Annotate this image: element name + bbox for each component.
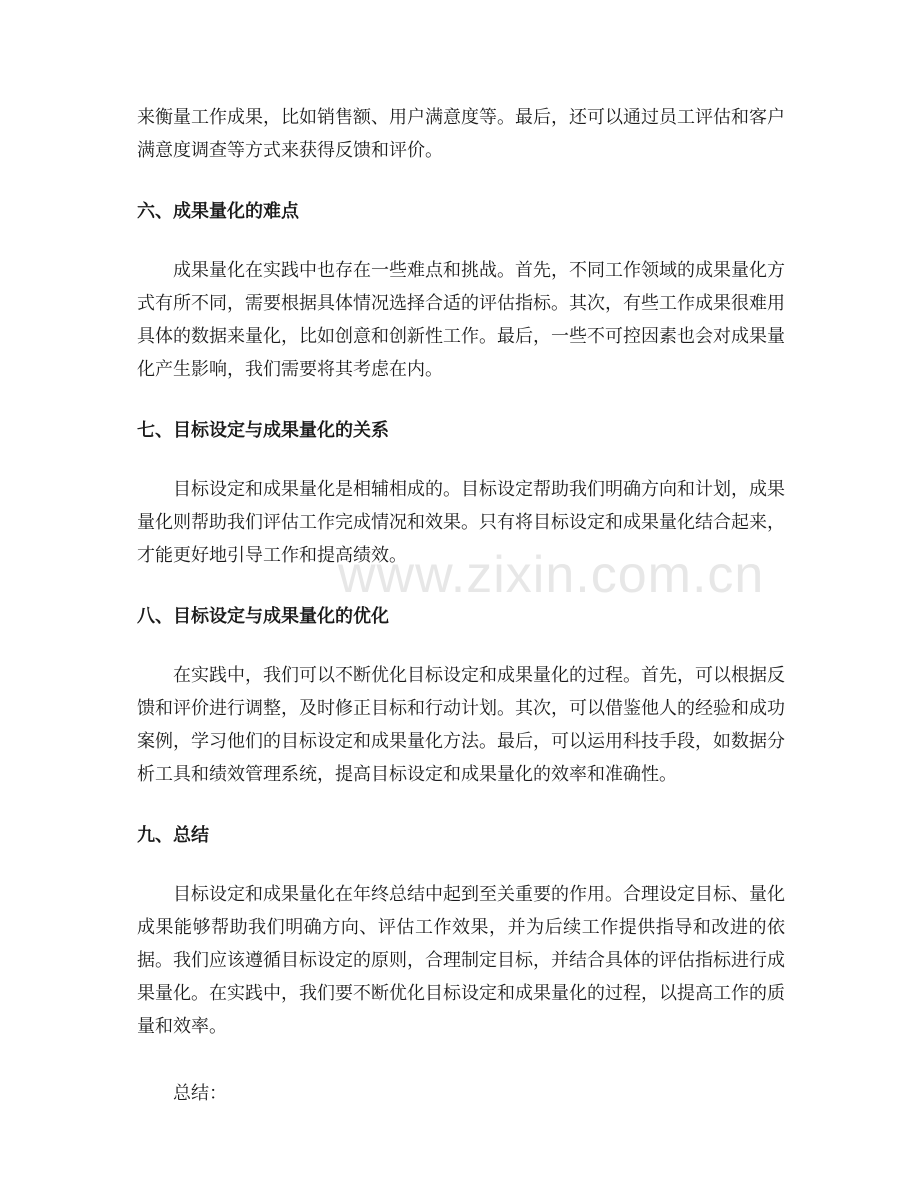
watermark-text: www.zixin.com.cn [338, 546, 765, 604]
section-7-heading: 七、目标设定与成果量化的关系 [137, 420, 389, 441]
section-8-heading: 八、目标设定与成果量化的优化 [137, 606, 389, 627]
section-8-paragraph: 在实践中，我们可以不断优化目标设定和成果量化的过程。首先，可以根据反馈和评价进行调整，及时修正目标和行动计划。其次，可以借鉴他人的经验和成功案例，学习他们的目标设定和成果量化方法。最后，可以运用科技手段，如数据分析工具和绩效管理系统，提高目标设定和成果量化的效率和准确性。 [137, 665, 785, 785]
section-9-heading: 九、总结 [137, 825, 209, 846]
intro-paragraph: 来衡量工作成果，比如销售额、用户满意度等。最后，还可以通过员工评估和客户满意度调查等方式来获得反馈和评价。 [137, 107, 785, 161]
section-6-paragraph: 成果量化在实践中也存在一些难点和挑战。首先，不同工作领域的成果量化方式有所不同，需要根据具体情况选择合适的评估指标。其次，有些工作成果很难用具体的数据来量化，比如创意和创新性工作。最后，一些不可控因素也会对成果量化产生影响，我们需要将其考虑在内。 [137, 260, 785, 380]
section-9-paragraph: 目标设定和成果量化在年终总结中起到至关重要的作用。合理设定目标、量化成果能够帮助我们明确方向、评估工作效果，并为后续工作提供指导和改进的依据。我们应该遵循目标设定的原则，合理制定目标，并结合具体的评估指标进行成果量化。在实践中，我们要不断优化目标设定和成果量化的过程，以提高工作的质量和效率。 [137, 884, 785, 1037]
section-7-paragraph: 目标设定和成果量化是相辅相成的。目标设定帮助我们明确方向和计划，成果量化则帮助我们评估工作完成情况和效果。只有将目标设定和成果量化结合起来，才能更好地引导工作和提高绩效。 [137, 479, 785, 566]
document-body [137, 101, 785, 1110]
section-6-heading: 六、成果量化的难点 [137, 201, 299, 222]
closing-label: 总结： [173, 1083, 227, 1104]
